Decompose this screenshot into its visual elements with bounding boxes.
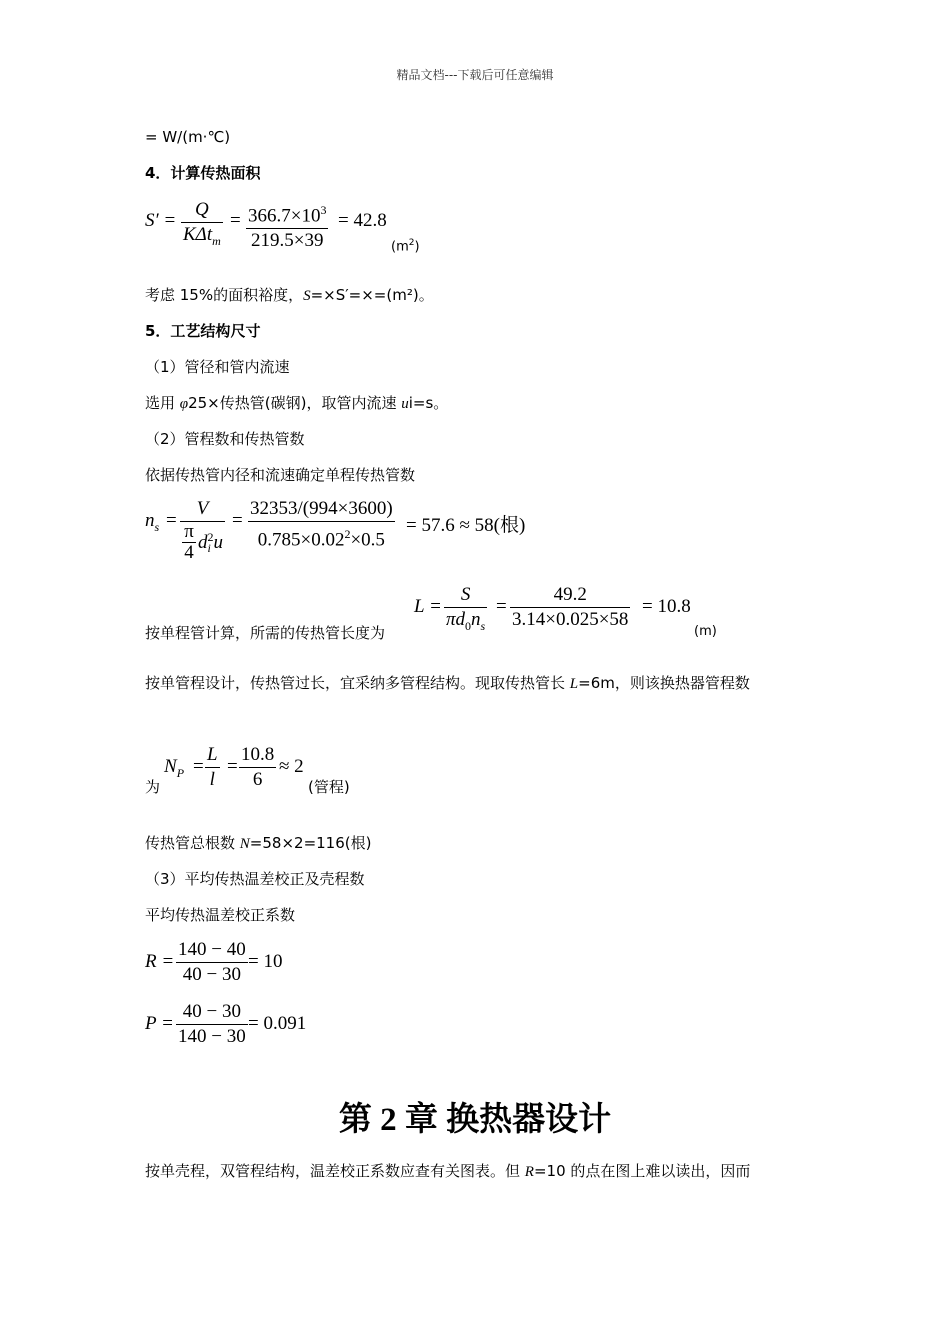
unit-line: = W/(m·℃) [145, 128, 231, 146]
np-fraction-1: L l [207, 744, 218, 790]
subsection-1: （1）管径和管内流速 [145, 358, 290, 376]
area-eq-1: = [230, 210, 241, 231]
margin-line: 考虑 15%的面积裕度，S=×S′=×=(m²)。 [145, 286, 434, 304]
area-lhs: S′ = [145, 210, 177, 231]
length-result: = 10.8 [642, 596, 691, 617]
subsection-2: （2）管程数和传热管数 [145, 430, 305, 448]
np-fraction-2: 10.8 6 [241, 744, 275, 790]
length-label: 按单程管计算，所需的传热管长度为 [145, 624, 386, 642]
np-result: ≈ 2 [279, 756, 304, 777]
length-fraction-2: 49.2 3.14×0.025×58 [512, 584, 629, 630]
area-fraction-2: $366.7\times 10^3$ 219.5×39 [248, 203, 327, 252]
p-result: = 0.091 [248, 1013, 307, 1034]
basis-line: 依据传热管内径和流速确定单程传热管数 [145, 466, 416, 484]
tube-selection-line: 选用 φ25×传热管(碳钢)，取管内流速 ui=s。 [145, 394, 449, 412]
correction-line: 平均传热温差校正系数 [145, 906, 296, 924]
page-header: 精品文档---下载后可任意编辑 [396, 68, 554, 82]
length-unit: (m) [694, 624, 717, 639]
ns-result: = 57.6 ≈ 58(根) [406, 515, 526, 536]
np-label: 为 [145, 778, 161, 796]
ns-lhs: $n_s$ [145, 510, 160, 534]
subsection-3: （3）平均传热温差校正及壳程数 [145, 870, 365, 888]
np-unit: (管程) [308, 778, 350, 796]
p-fraction: 40 − 30 140 − 30 [178, 1001, 246, 1047]
r-fraction: 140 − 40 40 − 30 [178, 939, 246, 985]
last-line: 按单壳程，双管程结构，温差校正系数应查有关图表。但 R=10 的点在图上难以读出，因而 [145, 1162, 751, 1180]
total-tubes-line: 传热管总根数 N=58×2=116(根) [145, 834, 372, 852]
area-result: = 42.8 [338, 210, 387, 231]
ns-fraction-1: V π 4 d 2 i u [180, 497, 225, 563]
area-unit: $(m^2)$ [391, 238, 420, 255]
r-result: = 10 [248, 951, 283, 972]
ns-fraction-2: 32353/(994×3600) $0.785\times 0.02^2\times 0.5$ [250, 498, 393, 551]
section-5-heading: 5．工艺结构尺寸 [145, 322, 261, 340]
area-fraction-1: Q KΔt$_m$ [183, 199, 221, 248]
multi-pass-line: 按单管程设计，传热管过长，宜采纳多管程结构。现取传热管长 L=6m，则该换热器管程数 [145, 674, 750, 692]
length-fraction-1: S $\pi d_0n_s$ [446, 584, 486, 633]
chapter-heading: 第 2 章 换热器设计 [338, 1102, 612, 1138]
section-4-heading: 4．计算传热面积 [145, 164, 261, 182]
